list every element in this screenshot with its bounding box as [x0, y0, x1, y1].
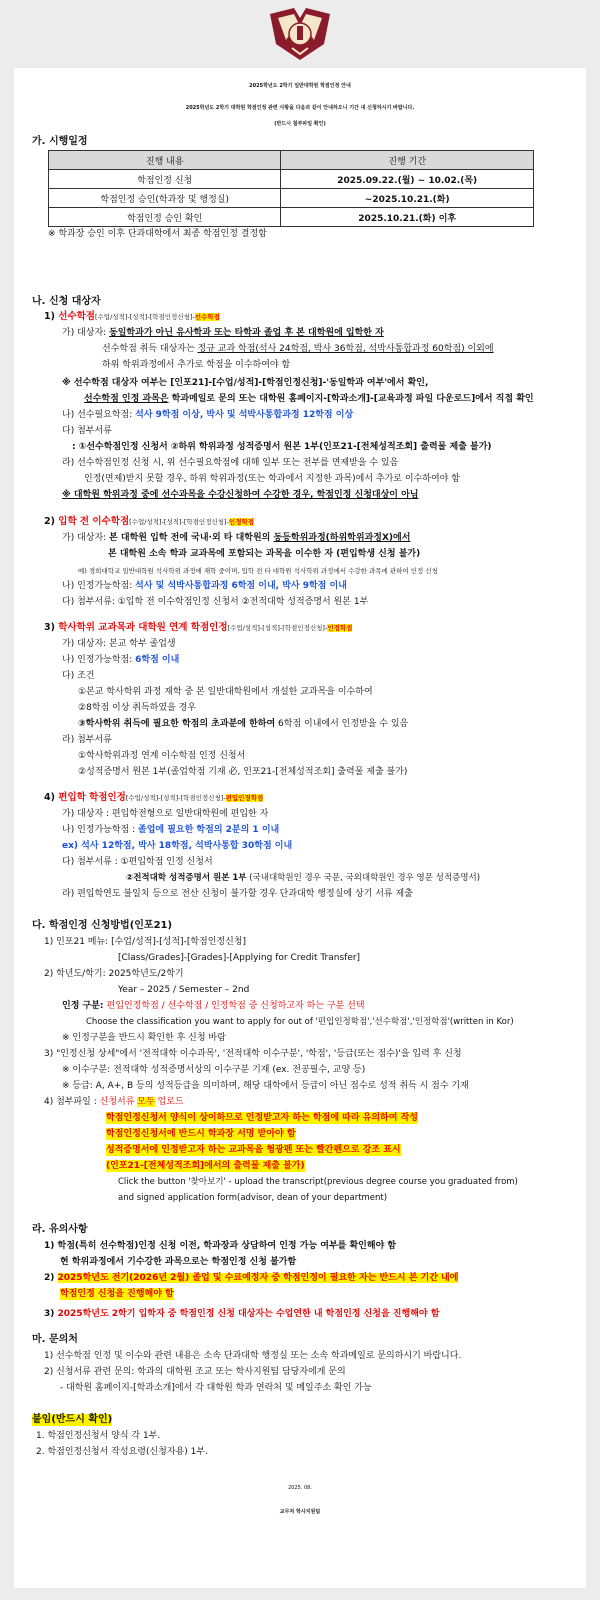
- attachment-item: 1. 학점인정신청서 양식 각 1부.: [36, 1431, 161, 1441]
- caution-item: [44, 1308, 439, 1320]
- text: 학과메일로 문의 또는 대학원 홈페이지-[학과소개]-[교육과정 파일 다운로드]에서 직접 확인: [168, 394, 534, 404]
- label: 4) 첨부파일 :: [44, 1097, 100, 1107]
- method-detail-note: ※ 등급: A, A+, B 등의 성적등급을 의미하며, 해당 대학에서 등급이 아닌 점수로 성적 취득 시 점수 기재: [62, 1081, 469, 1091]
- item-number: 2): [44, 1273, 58, 1283]
- linked-credits: [62, 654, 179, 666]
- method-attachment: [44, 1096, 184, 1108]
- table-cell: 학점인정 승인 확인: [49, 208, 281, 227]
- text: 모두: [137, 1097, 155, 1107]
- method-kind: [62, 1000, 365, 1012]
- method-term: 2) 학년도/학기: 2025학년도/2학기: [44, 969, 184, 979]
- linked-document: ②성적증명서 원본 1부(졸업학점 기재 必, 인포21-[전체성적조회] 출력물 제출 불가): [78, 767, 408, 777]
- prior-example: 예) 경희대학교 일반대학원 석사학위 과정에 재학 중이며, 입학 전 타 대학원 석사학위 과정에서 수강한 과목에 관하여 인정 신청: [78, 567, 438, 575]
- prior-target: 본 대학원 소속 학과 교과목에 포함되는 과목을 이수한 자 (편입학생 신청 불가): [108, 549, 421, 559]
- attachment-warning: (인포21-[전체성적조회]에서의 출력물 제출 불가): [106, 1161, 305, 1171]
- label: 인정 구분:: [62, 1001, 107, 1011]
- text: 2025학년도 2학기 입학자 중 학점인정 신청 대상자는 수업연한 내 학점인정 신청을 진행해야 함: [57, 1309, 440, 1319]
- section-contact-heading: 마. 문의처: [32, 1334, 78, 1345]
- item-linked-credit-title: [44, 622, 352, 634]
- text: 신청서류: [99, 1097, 138, 1107]
- method-kind-en: Choose the classification you want to apply for out of '편입인정학점','선수학점','인정학점'(written in Kor): [86, 1017, 514, 1027]
- table-row: [49, 189, 534, 208]
- transfer-example: ex) 석사 12학점, 박사 18학점, 석박사통합 30학점 이내: [62, 841, 293, 851]
- menu-path: [수업/성적]-[성적]-[학점인정신청]-: [129, 518, 229, 526]
- prereq-documents-label: 다) 첨부서류: [62, 426, 112, 436]
- contact-item: 2) 신청서류 관련 문의: 학과의 대학원 조교 또는 학사지원팀 담당자에게 문의: [44, 1367, 346, 1377]
- table-cell: 학점인정 신청: [49, 170, 281, 189]
- value: 동등학위과정(하위학위과정X)에서: [273, 533, 411, 543]
- linked-conditions-label: 다) 조건: [62, 671, 95, 681]
- attachment-warning: 학점인정신청서에 반드시 학과장 서명 받아야 함: [106, 1129, 296, 1139]
- section-caution-heading: 라. 유의사항: [32, 1224, 88, 1235]
- caution-item: 1) 학점(특히 선수학점)인정 신청 이전, 학과장과 상담하여 인정 가능 여부를 확인해야 함: [44, 1241, 397, 1251]
- text: ③학사학위 취득에 필요한 학점의 초과분에 한하여: [78, 719, 276, 729]
- linked-condition: ①본교 학사학위 과정 재학 중 본 일반대학원에서 개설한 교과목을 이수하여: [78, 687, 373, 697]
- prior-target: [62, 532, 410, 544]
- linked-condition: [78, 718, 408, 730]
- linked-documents-label: 라) 첨부서류: [62, 735, 112, 745]
- label: 가) 대상자:: [62, 328, 110, 338]
- linked-document: ①학사학위과정 연계 이수학점 인정 신청서: [78, 751, 246, 761]
- table-header-cell: 진행 내용: [49, 151, 281, 170]
- table-cell: 2025.09.22.(월) ~ 10.02.(목): [281, 170, 534, 189]
- university-emblem-icon: [264, 4, 336, 64]
- table-row: [49, 208, 534, 227]
- item-prerequisite-title: [44, 311, 220, 323]
- attachment-en: and signed application form(advisor, dean of your department): [118, 1193, 388, 1203]
- attachment-en: Click the button '찾아보기' - upload the transcript(previous degree course you graduated from): [118, 1177, 518, 1187]
- table-cell: 학점인정 승인(학과장 및 행정실): [49, 189, 281, 208]
- notice-sheet: [14, 68, 586, 1588]
- value: 편입인정학점 / 선수학점 / 인정학점 중 신청하고자 하는 구분 선택: [106, 1001, 365, 1011]
- page-title: 2025학년도 2학기 일반대학원 학점인정 안내: [249, 83, 351, 89]
- label: 나) 인정가능학점:: [62, 655, 136, 665]
- linked-target: 가) 대상자: 본교 학부 졸업생: [62, 639, 176, 649]
- menu-path: [수업/성적]-[성적]-[학점인정신청]-: [125, 794, 226, 802]
- transfer-note: 라) 편입학연도 불일치 등으로 전산 신청이 불가할 경우 단과대학 행정실에 상기 서류 제출: [62, 889, 413, 899]
- value: 동일학과가 아닌 유사학과 또는 타학과 졸업 후 본 대학원에 입학한 자: [109, 328, 384, 338]
- footer-org: 교무처 학사지원팀: [279, 1509, 321, 1515]
- intro-line: 2025학년도 2학기 대학원 학점인정 관련 사항을 다음과 같이 안내하오니 기간 내 신청하시기 바랍니다.: [185, 105, 415, 111]
- text: ②전적대학 성적증명서 원본 1부: [126, 873, 247, 883]
- method-detail: 3) "인정신청 상세"에서 '전적대학 이수과목', '전적대학 이수구분', '학점', '등급(또는 점수)'을 입력 후 신청: [44, 1049, 462, 1059]
- label: 나) 선수필요학점:: [62, 410, 136, 420]
- item-number: 3): [44, 1309, 58, 1319]
- table-header-row: [49, 151, 534, 170]
- value: 본 대학원 입학 전에 국내·외 타 대학원의: [109, 533, 274, 543]
- prereq-note: [84, 393, 534, 405]
- menu-tag: 편입인정학점: [225, 794, 264, 802]
- text: 정규 교과 학점(석사 24학점, 박사 36학점, 석박사통합과정 60학점) 이외에: [197, 344, 494, 354]
- prior-credits: [62, 580, 347, 592]
- label: 나) 인정가능학점 :: [62, 825, 138, 835]
- text: 6학점 이내에서 인정받을 수 있음: [275, 719, 409, 729]
- item-number: 1): [44, 311, 59, 322]
- transfer-target: 가) 대상자 : 편입학전형으로 일반대학원에 편입한 자: [62, 809, 269, 819]
- item-title: 선수학점: [58, 311, 95, 322]
- item-number: 2): [44, 516, 59, 527]
- item-title: 편입학 학점인정: [58, 792, 126, 803]
- attachment-item: 2. 학점인정신청서 작성요령(신청자용) 1부.: [36, 1447, 208, 1457]
- schedule-table: [48, 150, 534, 227]
- value: 6학점 이내: [135, 655, 180, 665]
- section-method-heading: 다. 학점인정 신청방법(인포21): [32, 920, 173, 931]
- value: 석사 9학점 이상, 박사 및 석박사통합과정 12학점 이상: [135, 410, 354, 420]
- menu-tag: 선수학점: [194, 313, 220, 321]
- item-number: 4): [44, 792, 59, 803]
- item-title: 입학 전 이수학점: [58, 516, 130, 527]
- menu-tag: 인정학점: [327, 624, 353, 632]
- method-menu-en: [Class/Grades]-[Grades]-[Applying for Credit Transfer]: [118, 953, 361, 963]
- text: 선수학점 인정 과목은: [84, 394, 169, 404]
- contact-item: - 대학원 홈페이지-[학과소개]에서 각 대학원 학과 연락처 및 메일주소 확인 가능: [60, 1383, 372, 1393]
- section-schedule-heading: 가. 시행일정: [32, 136, 88, 147]
- prereq-target: [62, 327, 384, 339]
- prereq-exemption: 인정(면제)받지 못할 경우, 하위 학위과정(또는 학과에서 지정한 과목)에서 추가로 이수하여야 함: [84, 474, 460, 484]
- label: 가) 대상자:: [62, 533, 110, 543]
- prereq-required-credits: [62, 409, 353, 421]
- attachment-warning: 성적증명서에 인정받고자 하는 교과목을 형광펜 또는 빨간펜으로 강조 표시: [106, 1145, 401, 1155]
- item-number: 3): [44, 622, 59, 633]
- method-detail-note: ※ 이수구분: 전적대학 성적증명서상의 이수구분 기재 (ex. 전공필수, 교양 등): [62, 1065, 366, 1075]
- table-cell: ~2025.10.21.(화): [281, 189, 534, 208]
- intro-note: (반드시 첨부파일 확인): [274, 121, 326, 127]
- item-transfer-credit-title: [44, 792, 263, 804]
- attachments-heading: 붙임(반드시 확인): [32, 1414, 113, 1425]
- transfer-document: [126, 872, 480, 884]
- prereq-target-detail: [102, 343, 494, 355]
- method-kind-note: ※ 인정구분을 반드시 확인한 후 신청 바람: [62, 1033, 226, 1043]
- value: 석사 및 석박사통합과정 6학점 이내, 박사 9학점 이내: [135, 581, 347, 591]
- label: 나) 인정가능학점:: [62, 581, 136, 591]
- prereq-exemption: 라) 선수학점인정 신청 시, 위 선수필요학점에 대해 일부 또는 전부를 면제받을 수 있음: [62, 458, 399, 468]
- transfer-credits: [62, 824, 279, 836]
- caution-item: 현 학위과정에서 기수강한 과목으로는 학점인정 신청 불가함: [60, 1257, 297, 1267]
- attachment-warning: 학점인정신청서 양식이 상이하므로 인정받고자 하는 학점에 따라 유의하여 작성: [106, 1113, 418, 1123]
- text: 선수학점 취득 대상자는: [102, 344, 198, 354]
- method-term-en: Year – 2025 / Semester – 2nd: [118, 985, 250, 995]
- caution-item: [44, 1272, 458, 1284]
- item-prior-credit-title: [44, 516, 254, 528]
- prereq-note: ※ 대학원 학위과정 중에 선수과목을 수강신청하여 수강한 경우, 학점인정 신청대상이 아님: [62, 490, 419, 500]
- method-menu: 1) 인포21 메뉴: [수업/성적]-[성적]-[학점인정신청]: [44, 937, 247, 947]
- table-cell: 2025.10.21.(화) 이후: [281, 208, 534, 227]
- value: 졸업에 필요한 학점의 2분의 1 이내: [138, 825, 280, 835]
- prior-documents: 다) 첨부서류: ①입학 전 이수학점인정 신청서 ②전적대학 성적증명서 원본 1부: [62, 597, 369, 607]
- section-eligibility-heading: 나. 신청 대상자: [32, 296, 101, 307]
- menu-path: [수업/성적]-[성적]-[학점인정신청]-: [94, 313, 195, 321]
- schedule-note: ※ 학과장 승인 이후 단과대학에서 최종 학점인정 결정함: [48, 229, 267, 239]
- item-title: 학사학위 교과목과 대학원 연계 학점인정: [58, 622, 228, 633]
- prereq-note: ※ 선수학점 대상자 여부는 [인포21]-[수업/성적]-[학점인정신청]-'동일학과 여부'에서 확인,: [62, 378, 429, 388]
- footer-date: 2025. 08.: [288, 1485, 312, 1491]
- table-header-cell: 진행 기간: [281, 151, 534, 170]
- text: 업로드: [154, 1097, 184, 1107]
- caution-item: 학점인정 신청을 진행해야 함: [60, 1289, 174, 1299]
- contact-item: 1) 선수학점 인정 및 이수와 관련 내용은 소속 단과대학 행정실 또는 소속 학과메일로 문의하시기 바랍니다.: [44, 1351, 462, 1361]
- menu-path: [수업/성적]-[성적]-[학점인정신청]-: [227, 624, 328, 632]
- menu-tag: 인정학점: [228, 518, 255, 526]
- text: 2025학년도 전기(2026년 2월) 졸업 및 수료예정자 중 학점인정이 필요한 자는 반드시 본 기간 내에: [57, 1273, 459, 1283]
- prereq-documents: : ①선수학점인정 신청서 ②하위 학위과정 성적증명서 원본 1부(인포21-[전체성적조회] 출력물 제출 불가): [72, 442, 492, 452]
- prereq-target-detail: 하위 학위과정에서 추가로 학점을 이수하여야 함: [102, 360, 291, 370]
- linked-condition: ②8학점 이상 취득하였을 경우: [78, 703, 197, 713]
- text: (국내대학원인 경우 국문, 국외대학원인 경우 영문 성적증명서): [246, 873, 481, 883]
- table-row: [49, 170, 534, 189]
- transfer-documents: 다) 첨부서류 : ①편입학점 인정 신청서: [62, 857, 213, 867]
